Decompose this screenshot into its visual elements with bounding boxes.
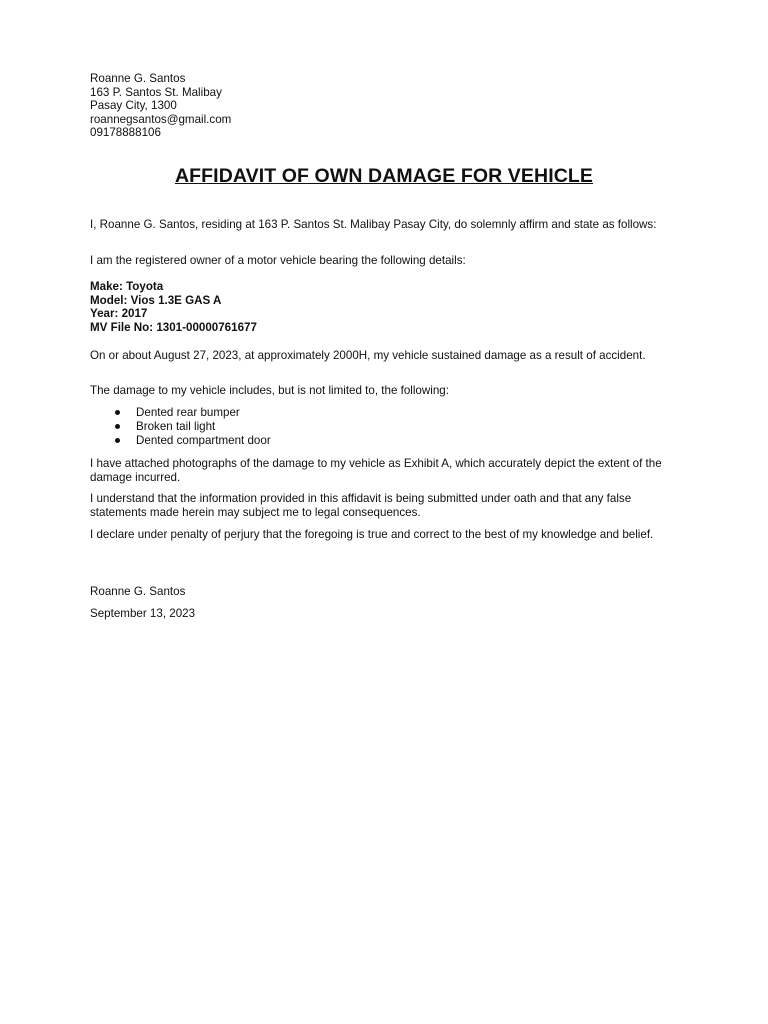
list-item: [90, 434, 680, 448]
sender-city: Pasay City, 1300: [90, 99, 177, 113]
photos-paragraph: I have attached photographs of the damage to my vehicle as Exhibit A, which accurately depict the extent of the damage incurred.: [90, 457, 662, 484]
incident-paragraph: On or about August 27, 2023, at approximately 2000H, my vehicle sustained damage as a result of accident.: [90, 349, 646, 362]
vehicle-year: Year: 2017: [90, 307, 148, 321]
damage-intro: The damage to my vehicle includes, but is not limited to, the following:: [90, 384, 449, 397]
sender-email: roannegsantos@gmail.com: [90, 112, 232, 126]
damage-item-label: Dented compartment door: [136, 434, 271, 447]
signature-name: Roanne G. Santos: [90, 585, 186, 598]
damage-list: [90, 406, 680, 448]
vehicle-details: [90, 280, 680, 334]
sender-name: Roanne G. Santos: [90, 72, 186, 85]
sender-phone: 09178888106: [90, 126, 161, 140]
vehicle-make: Make: Toyota: [90, 280, 164, 293]
vehicle-mv-file: MV File No: 1301-00000761677: [90, 320, 257, 334]
bullet-icon: [115, 410, 120, 415]
document-title: AFFIDAVIT OF OWN DAMAGE FOR VEHICLE: [174, 165, 594, 187]
list-item: [90, 420, 680, 434]
damage-item-label: Dented rear bumper: [136, 406, 240, 419]
oath-paragraph: I understand that the information provided in this affidavit is being submitted under oath and that any false statements made herein may subject me to legal consequences.: [90, 492, 632, 519]
intro-paragraph: I, Roanne G. Santos, residing at 163 P. Santos St. Malibay Pasay City, do solemnly affirm and state as follows:: [90, 218, 657, 231]
vehicle-model: Model: Vios 1.3E GAS A: [90, 293, 222, 307]
bullet-icon: [115, 438, 120, 443]
bullet-icon: [115, 424, 120, 429]
damage-item-label: Broken tail light: [136, 420, 216, 433]
declaration-paragraph: I declare under penalty of perjury that the foregoing is true and correct to the best of my knowledge and belief.: [90, 528, 654, 541]
sender-address-block: [90, 72, 690, 140]
list-item: [90, 406, 680, 420]
signature-date: September 13, 2023: [90, 607, 196, 620]
sender-street: 163 P. Santos St. Malibay: [90, 85, 222, 99]
owner-statement: I am the registered owner of a motor vehicle bearing the following details:: [90, 254, 466, 267]
